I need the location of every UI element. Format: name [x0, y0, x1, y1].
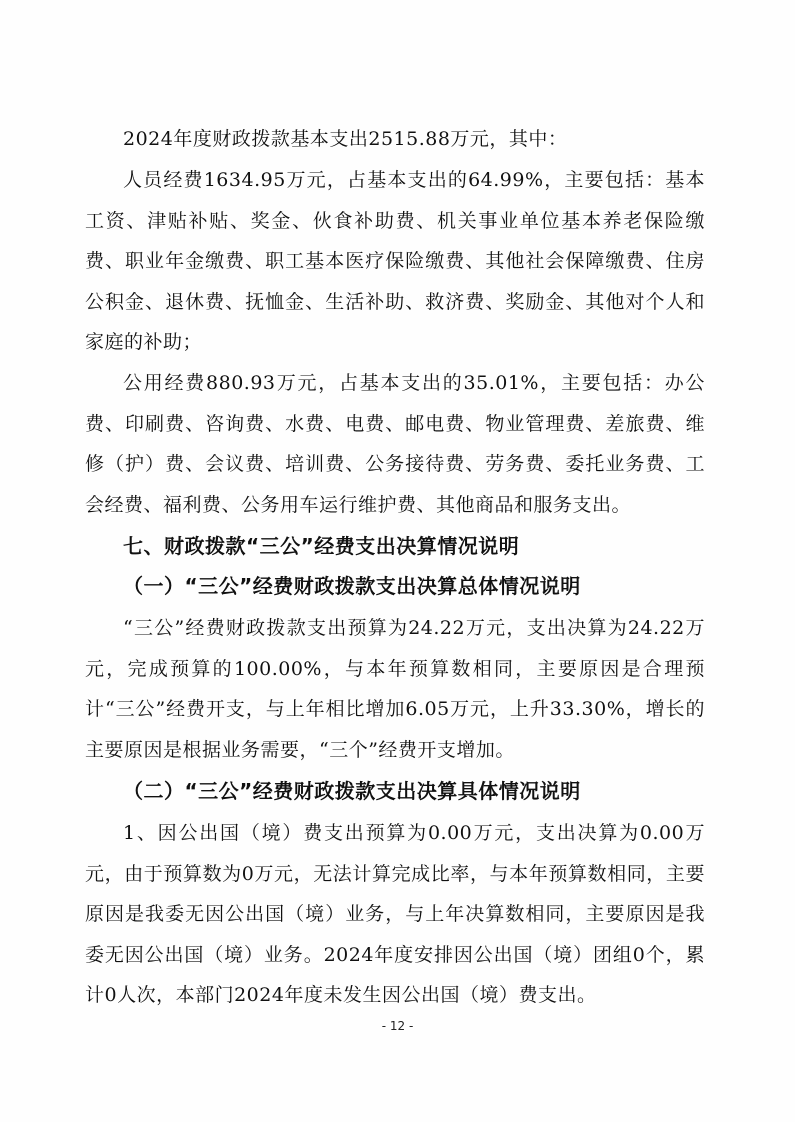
paragraph-overall-description: “三公”经费财政拨款支出预算为24.22万元，支出决算为24.22万元，完成预算的100.00%，与本年预算数相同，主要原因是合理预计“三公”经费开支，与上年相比增加6.05万元，上升33.30%，增长的主要原因是根据业务需要，“三个”经费开支增加。 — [85, 617, 705, 761]
page-number: - 12 - — [381, 1019, 414, 1033]
subsection-heading-overall: （一）“三公”经费财政拨款支出决算总体情况说明 — [123, 574, 581, 598]
paragraph-personnel-expenses: 人员经费1634.95万元，占基本支出的64.99%，主要包括：基本工资、津贴补贴、奖金、伙食补助费、机关事业单位基本养老保险缴费、职业年金缴费、职工基本医疗保险缴费、其他社会保障缴费、住房公积金、退休费、抚恤金、生活补助、救济费、奖励金、其他对个人和家庭的补助； — [85, 169, 705, 353]
paragraph-basic-expenditure: 2024年度财政拨款基本支出2515.88万元，其中： — [123, 128, 568, 150]
section-heading-three-public: 七、财政拨款“三公”经费支出决算情况说明 — [123, 534, 520, 558]
subsection-heading-specific: （二）“三公”经费财政拨款支出决算具体情况说明 — [123, 779, 581, 803]
paragraph-public-expenses: 公用经费880.93万元，占基本支出的35.01%，主要包括：办公费、印刷费、咨询费、水费、电费、邮电费、物业管理费、差旅费、维修（护）费、会议费、培训费、公务接待费、劳务费、委托业务费、工会经费、福利费、公务用车运行维护费、其他商品和服务支出。 — [85, 372, 705, 516]
paragraph-overseas-travel: 1、因公出国（境）费支出预算为0.00万元，支出决算为0.00万元，由于预算数为0万元，无法计算完成比率，与本年预算数相同，主要原因是我委无因公出国（境）业务，与上年决算数相同，主要原因是我委无因公出国（境）业务。2024年度安排因公出国（境）团组0个，累计0人次，本部门2024年度未发生因公出国（境）费支出。 — [85, 822, 705, 1006]
